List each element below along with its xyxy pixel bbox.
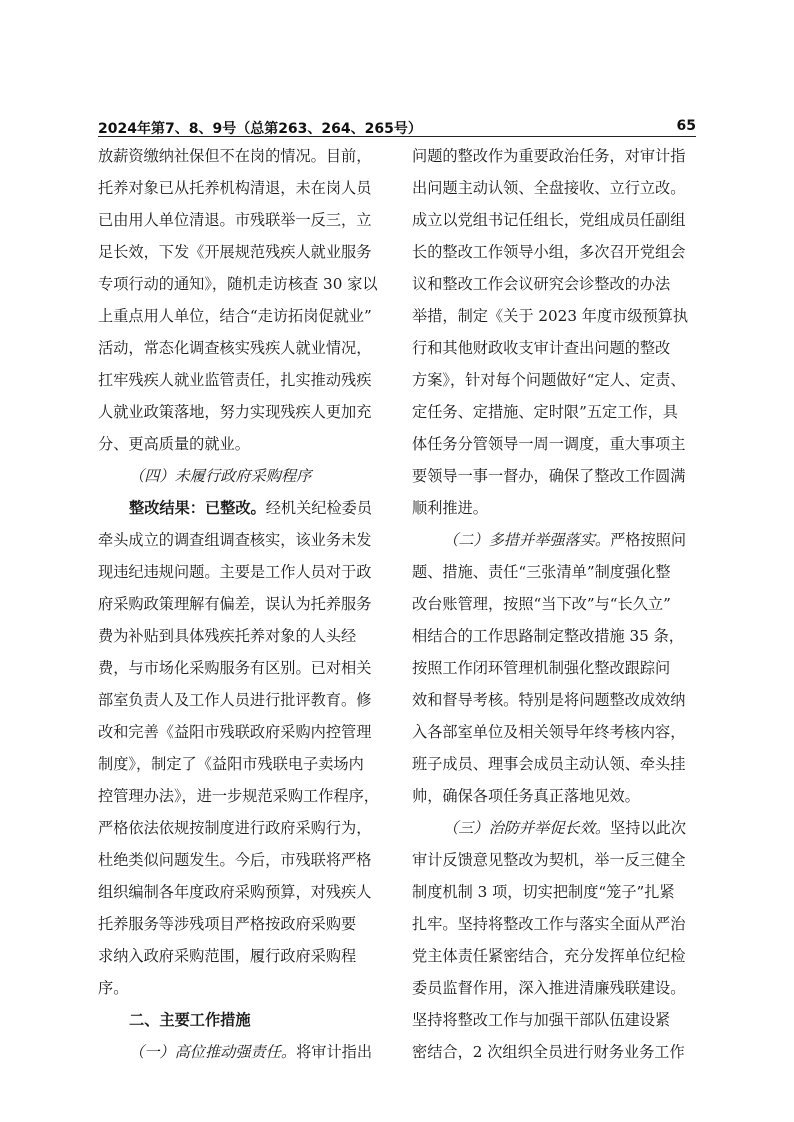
text-line: 制度机制 3 项，切实把制度“笼子”扎紧 (412, 883, 675, 901)
issue-info: 2024年第7、8、9号（总第263、264、265号） (98, 121, 422, 137)
text-line: 问题的整改作为重要政治任务，对审计指 (412, 147, 686, 165)
text-line: 改台账管理，按照“当下改”与“长久立” (412, 595, 671, 613)
text-line: 密结合，2 次组织全员进行财务业务工作 (412, 1043, 685, 1061)
text-line: 效和督导考核。特别是将问题整改成效纳 (412, 691, 686, 709)
text-line: 行和其他财政收支审计查出问题的整改 (412, 339, 671, 357)
text-line: 按照工作闭环管理机制强化整改跟踪问 (412, 659, 671, 677)
subheading-one: （一）高位推动强责任。 (129, 1043, 297, 1061)
text-line: 费为补贴到具体残疾托养对象的人头经 (98, 627, 357, 645)
text-line: 求纳入政府采购范围，履行政府采购程 (98, 947, 357, 965)
section-heading: 二、主要工作措施 (129, 1011, 251, 1029)
result-line (98, 492, 384, 524)
text-line: 相结合的工作思路制定整改措施 35 条， (412, 627, 684, 645)
text-line: 足长效，下发《开展规范残疾人就业服务 (98, 243, 372, 261)
text-line: 体任务分管领导一周一调度，重大事项主 (412, 435, 686, 453)
text-line: 托养对象已从托养机构清退，未在岗人员 (98, 179, 372, 197)
subheading-two-line (412, 524, 698, 556)
subheading-three-rest: 坚持以此次 (610, 819, 686, 837)
left-column (98, 140, 384, 1068)
text-line: 入各部室单位及相关领导年终考核内容， (412, 723, 686, 741)
right-column (412, 140, 698, 1068)
text-line: 托养服务等涉残项目严格按政府采购要 (98, 915, 357, 933)
text-line: 举措，制定《关于 2023 年度市级预算执 (412, 307, 689, 325)
subheading-one-line (98, 1036, 384, 1068)
text-line: 府采购政策理解有偏差，误认为托养服务 (98, 595, 372, 613)
text-line: 出问题主动认领、全盘接收、立行立改。 (412, 179, 686, 197)
text-line: 党主体责任紧密结合，充分发挥单位纪检 (412, 947, 686, 965)
running-header (98, 118, 696, 136)
text-line: 已由用人单位清退。市残联举一反三，立 (98, 211, 372, 229)
page-number: 65 (676, 118, 696, 134)
subheading-one-rest: 将审计指出 (296, 1043, 372, 1061)
text-line: 帅，确保各项任务真正落地见效。 (412, 787, 640, 805)
subheading-three: （三）治防并举促长效。 (443, 819, 611, 837)
text-line: 改和完善《益阳市残联政府采购内控管理 (98, 723, 372, 741)
subheading-three-line (412, 812, 698, 844)
text-line: 定任务、定措施、定时限”五定工作，具 (412, 403, 678, 421)
subheading-four: （四）未履行政府采购程序 (129, 467, 312, 485)
text-line: 分、更高质量的就业。 (98, 435, 250, 453)
text-line: 费，与市场化采购服务有区别。已对相关 (98, 659, 372, 677)
text-line: 制度》，制定了《益阳市残联电子卖场内 (98, 755, 364, 773)
text-line: 组织编制各年度政府采购预算，对残疾人 (98, 883, 372, 901)
text-line: 顺利推进。 (412, 499, 488, 517)
text-line: 放薪资缴纳社保但不在岗的情况。目前， (98, 147, 372, 165)
text-line: 题、措施、责任“三张清单”制度强化整 (412, 563, 671, 581)
text-line: 严格依法依规按制度进行政府采购行为， (98, 819, 372, 837)
text-line: 部室负责人及工作人员进行批评教育。修 (98, 691, 372, 709)
text-line: 专项行动的通知》，随机走访核查 30 家以 (98, 275, 378, 293)
text-line: 审计反馈意见整改为契机，举一反三健全 (412, 851, 686, 869)
text-line: 要领导一事一督办，确保了整改工作圆满 (412, 467, 686, 485)
result-rest: 经机关纪检委员 (265, 499, 372, 517)
text-line: 方案》，针对每个问题做好“定人、定责、 (412, 371, 686, 389)
header-rule (98, 136, 696, 137)
text-line: 人就业政策落地，努力实现残疾人更加充 (98, 403, 372, 421)
text-line: 杜绝类似问题发生。今后，市残联将严格 (98, 851, 372, 869)
text-line: 活动，常态化调查核实残疾人就业情况， (98, 339, 372, 357)
text-line: 坚持将整改工作与加强干部队伍建设紧 (412, 1011, 671, 1029)
text-line: 现违纪违规问题。主要是工作人员对于政 (98, 563, 372, 581)
result-label: 整改结果：已整改。 (129, 499, 266, 517)
text-line: 扛牢残疾人就业监管责任，扎实推动残疾 (98, 371, 372, 389)
text-line: 委员监督作用，深入推进清廉残联建设。 (412, 979, 686, 997)
text-line: 扎牢。坚持将整改工作与落实全面从严治 (412, 915, 686, 933)
subheading-two: （二）多措并举强落实。 (443, 531, 611, 549)
subheading-two-rest: 严格按照问 (610, 531, 686, 549)
text-line: 序。 (98, 979, 129, 997)
text-line: 控管理办法》，进一步规范采购工作程序， (98, 787, 379, 805)
text-line: 班子成员、理事会成员主动认领、牵头挂 (412, 755, 686, 773)
text-line: 牵头成立的调查组调查核实，该业务未发 (98, 531, 372, 549)
text-line: 议和整改工作会议研究会诊整改的办法 (412, 275, 671, 293)
text-line: 长的整改工作领导小组，多次召开党组会 (412, 243, 686, 261)
text-line: 上重点用人单位，结合“走访拓岗促就业” (98, 307, 372, 325)
text-line: 成立以党组书记任组长，党组成员任副组 (412, 211, 686, 229)
